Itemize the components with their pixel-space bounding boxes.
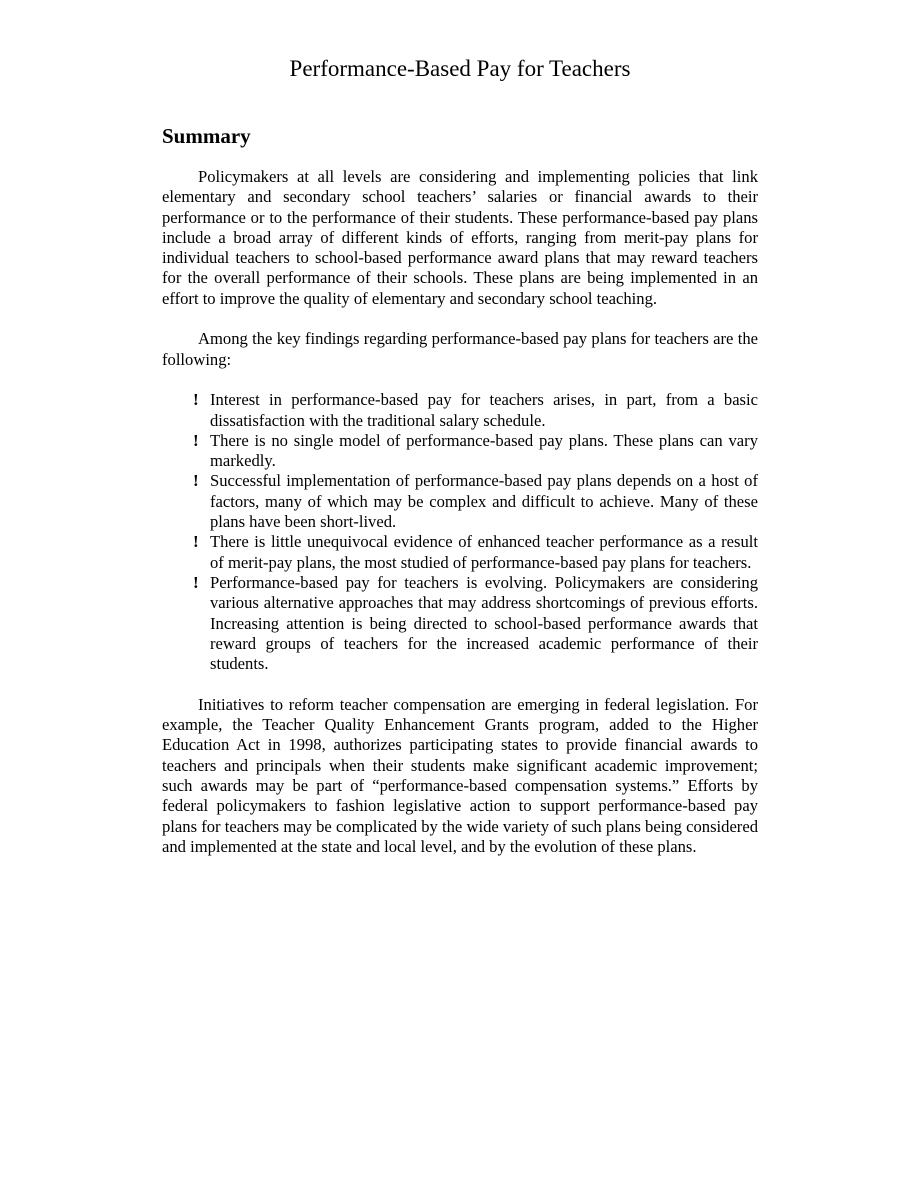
document-body <box>162 122 758 857</box>
list-item <box>162 471 758 532</box>
closing-paragraph: Initiatives to reform teacher compensation are emerging in federal legislation. For example, the Teacher Quality Enhancement Grants program, added to the Higher Education Act in 1998, authorizes participating states to provide financial awards to teachers and principals when their students make significant academic improvement; such awards may be part of “performance-based compensation systems.” Efforts by federal policymakers to fashion legislative action to support performance-based pay plans for teachers may be complicated by the wide variety of such plans being considered and implemented at the state and local level, and by the evolution of these plans. <box>162 694 758 856</box>
finding-text: Performance-based pay for teachers is evolving. Policymakers are considering various alternative approaches that may address shortcomings of previous efforts. Increasing attention is being directed to school-based performance awards that reward groups of teachers for the increased academic performance of their students. <box>210 572 758 674</box>
findings-lead-paragraph: Among the key findings regarding performance-based pay plans for teachers are the following: <box>162 329 758 369</box>
exclamation-bullet-icon: ! <box>193 390 199 410</box>
exclamation-bullet-icon: ! <box>193 532 199 552</box>
exclamation-bullet-icon: ! <box>193 572 199 592</box>
finding-text: Successful implementation of performance-based pay plans depends on a host of factors, many of which may be complex and difficult to achieve. Many of these plans have been short-lived. <box>210 471 758 532</box>
exclamation-bullet-icon: ! <box>193 471 199 491</box>
exclamation-bullet-icon: ! <box>193 430 199 450</box>
key-findings-list <box>162 390 758 674</box>
document-title: Performance-Based Pay for Teachers <box>289 56 631 81</box>
finding-text: Interest in performance-based pay for teachers arises, in part, from a basic dissatisfaction with the traditional salary schedule. <box>210 390 758 430</box>
list-item <box>162 573 758 674</box>
finding-text: There is little unequivocal evidence of enhanced teacher performance as a result of merit-pay plans, the most studied of performance-based pay plans for teachers. <box>210 532 758 572</box>
intro-paragraph: Policymakers at all levels are considering and implementing policies that link elementary and secondary school teachers’ salaries or financial awards to their performance or to the performance of their students. These performance-based pay plans include a broad array of different kinds of efforts, ranging from merit-pay plans for individual teachers to school-based performance award plans that may reward teachers for the overall performance of their schools. These plans are being implemented in an effort to improve the quality of elementary and secondary school teaching. <box>162 167 758 308</box>
list-item <box>162 532 758 573</box>
list-item <box>162 431 758 472</box>
finding-text: There is no single model of performance-based pay plans. These plans can vary markedly. <box>210 430 758 471</box>
list-item <box>162 390 758 431</box>
summary-heading: Summary <box>162 124 251 148</box>
